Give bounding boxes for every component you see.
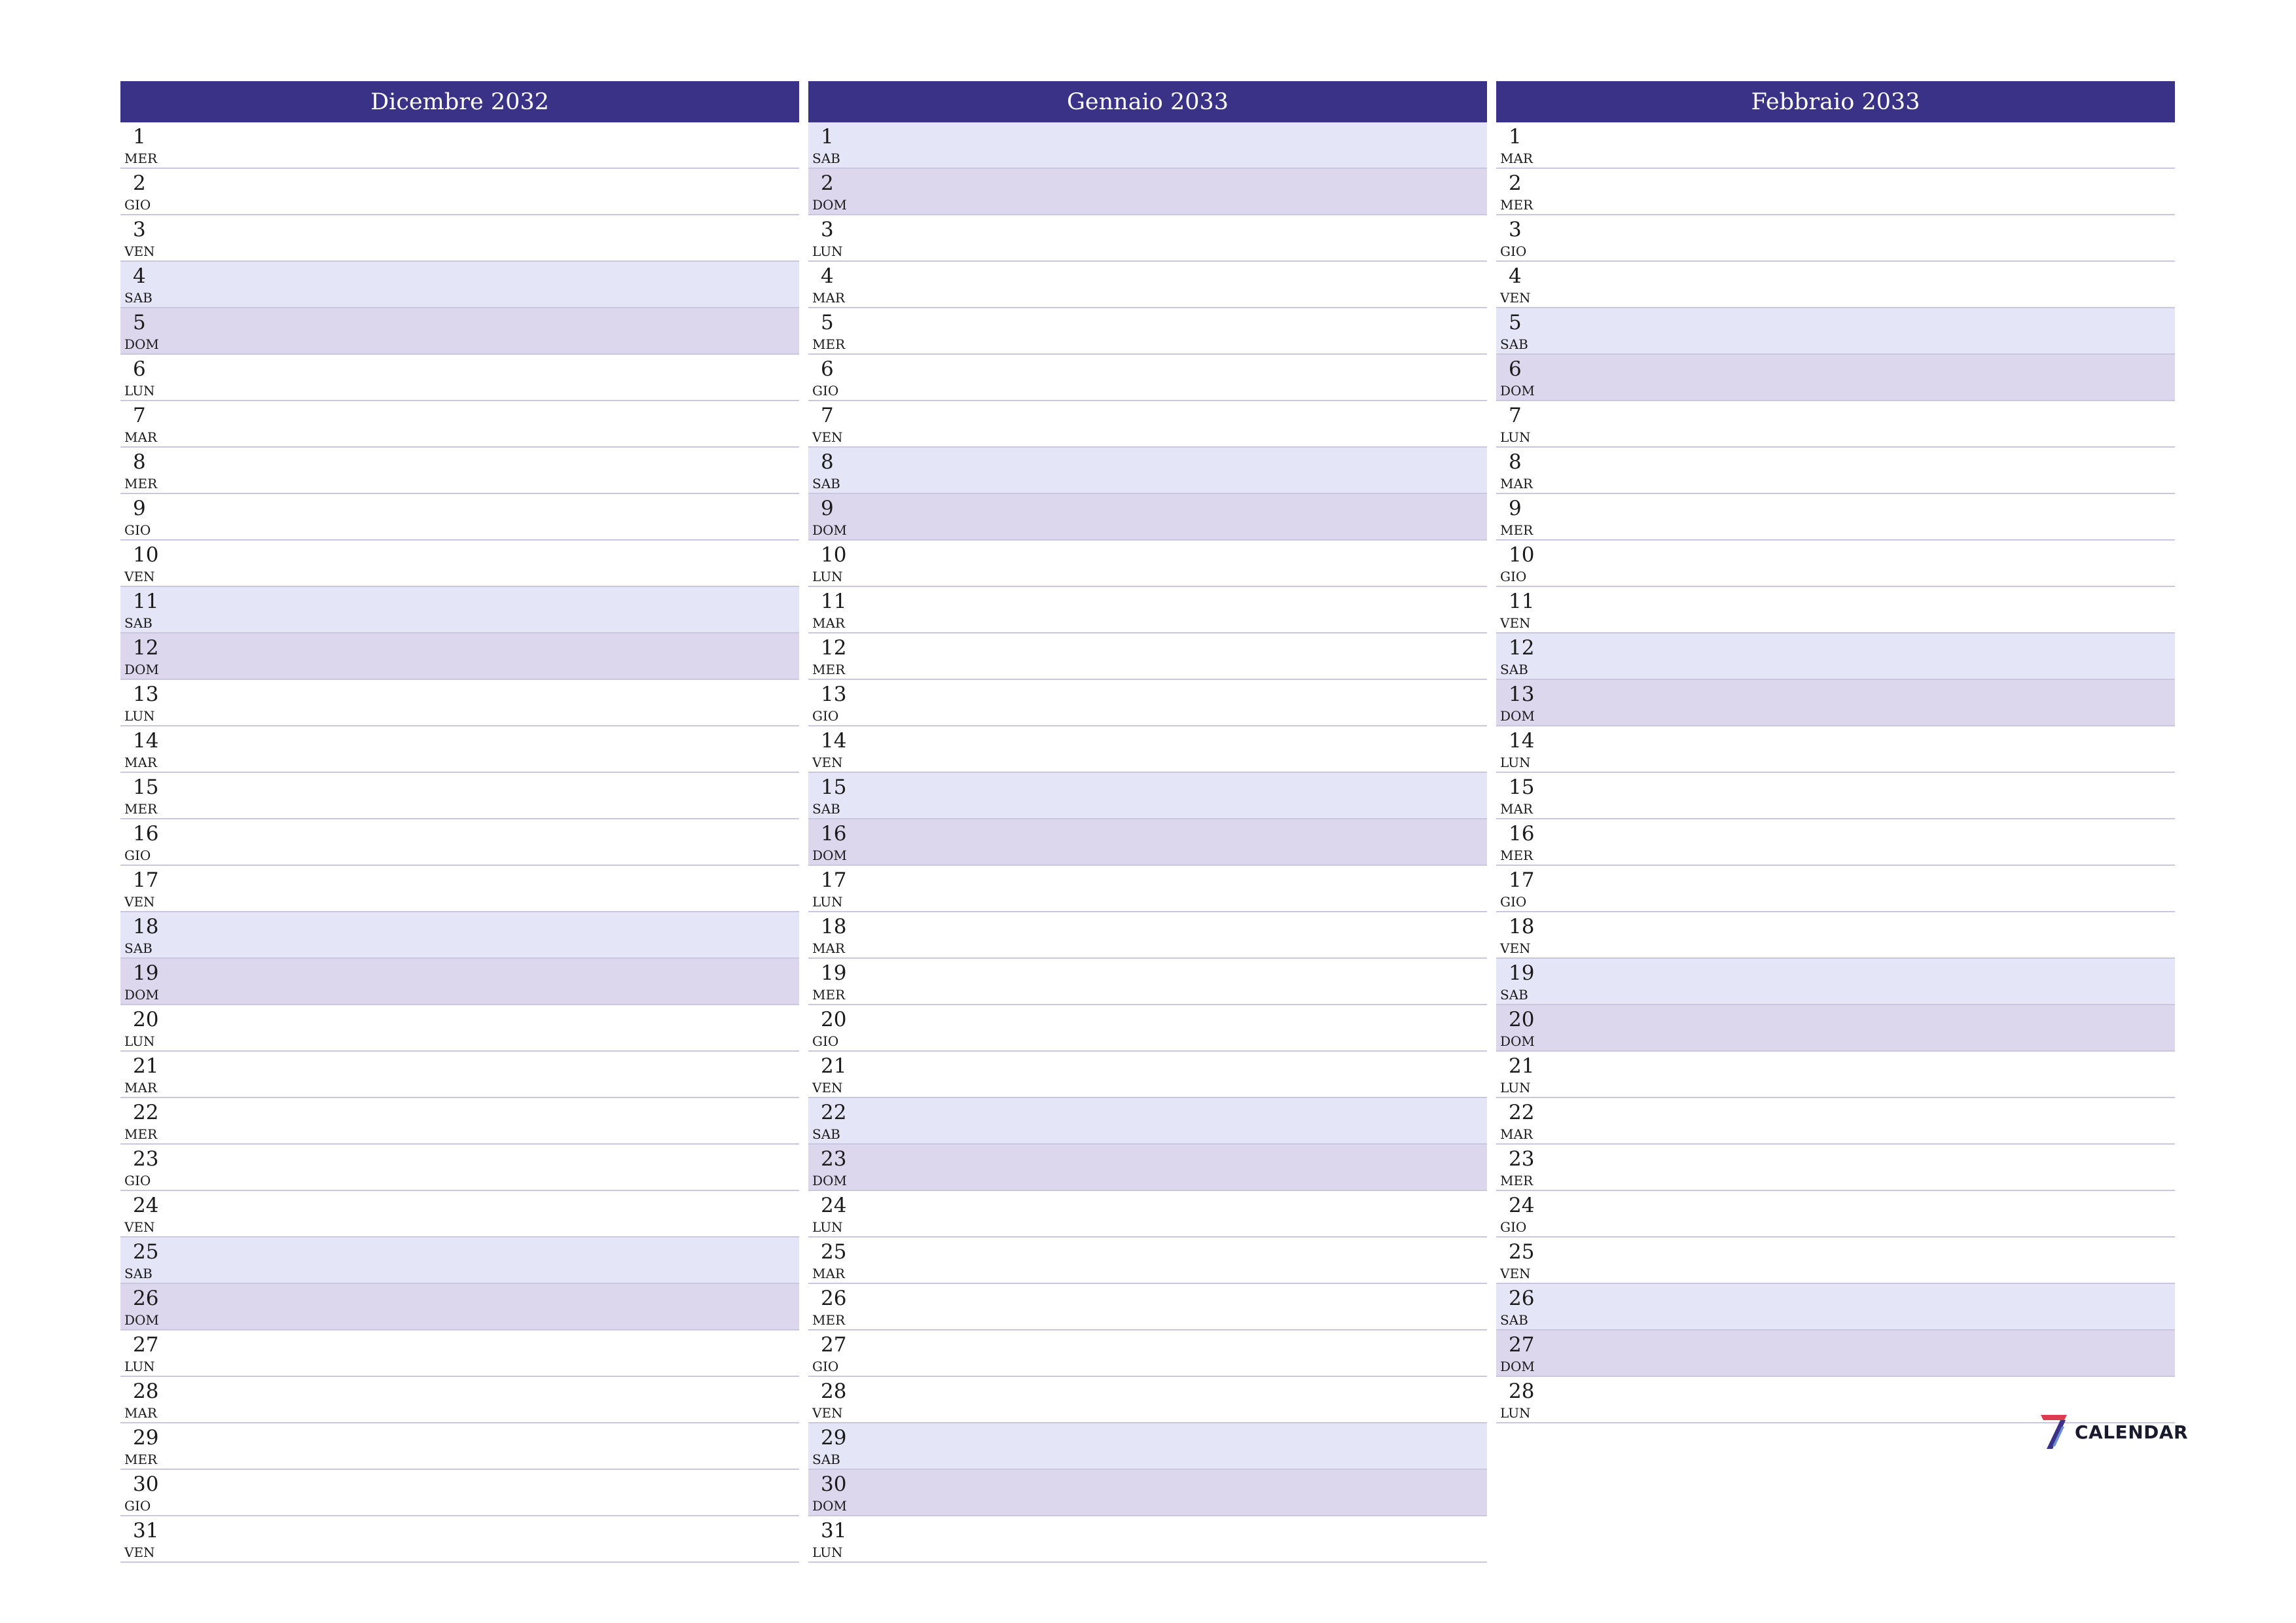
day-row — [808, 819, 1487, 866]
weekday-label: GIO — [812, 383, 839, 399]
day-row — [120, 773, 799, 819]
weekday-label: LUN — [812, 243, 843, 259]
weekday-label: SAB — [124, 615, 152, 631]
day-number: 11 — [821, 590, 847, 613]
day-number: 8 — [1509, 450, 1522, 474]
day-row — [1496, 1330, 2175, 1377]
day-number: 25 — [821, 1240, 847, 1264]
weekday-label: LUN — [1500, 1405, 1531, 1421]
month-column-febbraio — [1496, 81, 2175, 1563]
day-number: 16 — [1509, 822, 1535, 846]
weekday-label: DOM — [124, 1312, 159, 1328]
day-number: 5 — [1509, 311, 1522, 334]
weekday-label: DOM — [124, 662, 159, 677]
weekday-label: MER — [812, 987, 846, 1003]
day-number: 21 — [1509, 1054, 1535, 1078]
weekday-label: VEN — [812, 1080, 843, 1096]
day-number: 25 — [1509, 1240, 1535, 1264]
day-number: 29 — [821, 1426, 847, 1450]
day-number: 5 — [133, 311, 146, 334]
weekday-label: LUN — [124, 1033, 155, 1049]
weekday-label: MER — [812, 662, 846, 677]
day-row — [120, 819, 799, 866]
weekday-label: DOM — [812, 847, 847, 863]
day-row — [120, 959, 799, 1005]
weekday-label: GIO — [812, 1033, 839, 1049]
day-row — [1496, 1145, 2175, 1191]
day-number: 23 — [133, 1147, 159, 1171]
weekday-label: VEN — [812, 1405, 843, 1421]
weekday-label: SAB — [124, 1266, 152, 1281]
day-row — [1496, 726, 2175, 773]
weekday-label: SAB — [1500, 1312, 1528, 1328]
day-row — [808, 726, 1487, 773]
day-number: 4 — [821, 264, 834, 288]
month-column-gennaio — [808, 81, 1487, 1563]
day-number: 10 — [821, 543, 847, 567]
day-row — [120, 1005, 799, 1052]
weekday-label: LUN — [812, 569, 843, 584]
day-row — [1496, 1284, 2175, 1330]
day-number: 3 — [1509, 218, 1522, 241]
day-row — [120, 726, 799, 773]
day-row — [120, 1238, 799, 1284]
day-number: 24 — [133, 1194, 159, 1217]
day-row — [1496, 122, 2175, 169]
day-number: 14 — [133, 729, 159, 753]
month-header: Dicembre 2032 — [120, 81, 799, 122]
weekday-label: LUN — [124, 1359, 155, 1374]
day-number: 9 — [133, 497, 146, 520]
weekday-label: MAR — [124, 1080, 157, 1096]
weekday-label: DOM — [812, 522, 847, 538]
weekday-label: DOM — [812, 197, 847, 213]
weekday-label: VEN — [812, 755, 843, 770]
weekday-label: GIO — [812, 1359, 839, 1374]
day-number: 8 — [821, 450, 834, 474]
day-number: 20 — [133, 1008, 159, 1031]
weekday-label: SAB — [124, 940, 152, 956]
day-row — [1496, 541, 2175, 587]
day-number: 1 — [821, 125, 834, 149]
day-row — [120, 215, 799, 262]
weekday-label: MAR — [812, 290, 845, 306]
day-number: 26 — [133, 1287, 159, 1310]
weekday-label: VEN — [1500, 290, 1531, 306]
day-number: 27 — [1509, 1333, 1535, 1357]
weekday-label: MER — [812, 336, 846, 352]
day-row — [120, 122, 799, 169]
day-number: 17 — [821, 868, 847, 892]
day-list — [120, 122, 799, 1563]
weekday-label: LUN — [124, 383, 155, 399]
brand-logo — [2038, 1414, 2188, 1450]
day-row — [120, 308, 799, 355]
day-row — [808, 633, 1487, 680]
day-number: 5 — [821, 311, 834, 334]
day-number: 7 — [821, 404, 834, 427]
weekday-label: VEN — [124, 1219, 155, 1235]
month-column-dicembre — [120, 81, 799, 1563]
day-number: 2 — [821, 171, 834, 195]
day-number: 2 — [1509, 171, 1522, 195]
day-row — [120, 1470, 799, 1516]
day-row — [1496, 680, 2175, 726]
day-row — [1496, 959, 2175, 1005]
weekday-label: VEN — [1500, 615, 1531, 631]
day-number: 16 — [133, 822, 159, 846]
day-number: 6 — [821, 357, 834, 381]
day-row — [808, 1470, 1487, 1516]
weekday-label: VEN — [1500, 940, 1531, 956]
weekday-label: LUN — [124, 708, 155, 724]
day-number: 18 — [821, 915, 847, 938]
day-row — [1496, 262, 2175, 308]
day-row — [120, 541, 799, 587]
weekday-label: SAB — [812, 1452, 840, 1467]
day-number: 14 — [821, 729, 847, 753]
day-number: 13 — [1509, 683, 1535, 706]
day-row — [120, 448, 799, 494]
day-row — [1496, 355, 2175, 401]
day-row — [120, 401, 799, 448]
day-number: 11 — [1509, 590, 1535, 613]
day-row — [808, 959, 1487, 1005]
day-number: 10 — [1509, 543, 1535, 567]
weekday-label: MER — [1500, 847, 1534, 863]
day-number: 2 — [133, 171, 146, 195]
weekday-label: MAR — [1500, 801, 1533, 817]
day-number: 6 — [133, 357, 146, 381]
weekday-label: VEN — [124, 243, 155, 259]
day-row — [120, 1377, 799, 1423]
weekday-label: GIO — [124, 522, 151, 538]
weekday-label: SAB — [1500, 662, 1528, 677]
day-number: 12 — [821, 636, 847, 660]
day-number: 8 — [133, 450, 146, 474]
weekday-label: DOM — [812, 1498, 847, 1514]
day-number: 7 — [1509, 404, 1522, 427]
day-number: 12 — [1509, 636, 1535, 660]
day-number: 15 — [821, 776, 847, 799]
weekday-label: MER — [124, 801, 158, 817]
day-number: 27 — [133, 1333, 159, 1357]
day-row — [1496, 1098, 2175, 1145]
day-number: 11 — [133, 590, 159, 613]
weekday-label: DOM — [1500, 1359, 1535, 1374]
weekday-label: MER — [124, 1452, 158, 1467]
day-number: 22 — [133, 1101, 159, 1124]
day-number: 3 — [133, 218, 146, 241]
weekday-label: LUN — [812, 1219, 843, 1235]
weekday-label: DOM — [124, 336, 159, 352]
weekday-label: VEN — [124, 1544, 155, 1560]
weekday-label: DOM — [1500, 708, 1535, 724]
weekday-label: GIO — [1500, 243, 1527, 259]
day-row — [808, 912, 1487, 959]
calendar-months — [120, 81, 2176, 1563]
day-row — [1496, 401, 2175, 448]
day-number: 9 — [1509, 497, 1522, 520]
day-row — [808, 1052, 1487, 1098]
day-number: 25 — [133, 1240, 159, 1264]
day-row — [808, 308, 1487, 355]
day-row — [808, 122, 1487, 169]
weekday-label: SAB — [812, 151, 840, 166]
weekday-label: VEN — [124, 569, 155, 584]
weekday-label: SAB — [124, 290, 152, 306]
weekday-label: MAR — [1500, 1126, 1533, 1142]
weekday-label: MER — [124, 151, 158, 166]
day-row — [1496, 773, 2175, 819]
day-row — [808, 1377, 1487, 1423]
day-row — [808, 1191, 1487, 1238]
weekday-label: MAR — [812, 615, 845, 631]
day-row — [120, 1330, 799, 1377]
weekday-label: GIO — [124, 197, 151, 213]
day-row — [120, 866, 799, 912]
day-row — [1496, 819, 2175, 866]
day-row — [120, 1516, 799, 1563]
day-number: 14 — [1509, 729, 1535, 753]
day-row — [808, 541, 1487, 587]
day-number: 27 — [821, 1333, 847, 1357]
day-number: 31 — [133, 1519, 159, 1543]
day-row — [120, 1145, 799, 1191]
weekday-label: SAB — [812, 1126, 840, 1142]
day-row — [808, 1284, 1487, 1330]
weekday-label: SAB — [812, 476, 840, 491]
weekday-label: VEN — [1500, 1266, 1531, 1281]
weekday-label: MAR — [124, 1405, 157, 1421]
day-number: 24 — [1509, 1194, 1535, 1217]
day-number: 19 — [133, 961, 159, 985]
day-number: 26 — [1509, 1287, 1535, 1310]
weekday-label: MER — [1500, 1173, 1534, 1188]
day-row — [808, 355, 1487, 401]
day-number: 3 — [821, 218, 834, 241]
day-row — [120, 1052, 799, 1098]
day-number: 21 — [133, 1054, 159, 1078]
day-number: 31 — [821, 1519, 847, 1543]
day-row — [808, 1098, 1487, 1145]
day-row — [808, 1423, 1487, 1470]
day-number: 6 — [1509, 357, 1522, 381]
day-row — [808, 401, 1487, 448]
day-number: 16 — [821, 822, 847, 846]
day-row — [808, 1330, 1487, 1377]
weekday-label: MAR — [124, 429, 157, 445]
day-row — [808, 1238, 1487, 1284]
month-header: Febbraio 2033 — [1496, 81, 2175, 122]
day-number: 12 — [133, 636, 159, 660]
day-row — [808, 1516, 1487, 1563]
weekday-label: VEN — [124, 894, 155, 910]
day-number: 7 — [133, 404, 146, 427]
weekday-label: SAB — [1500, 336, 1528, 352]
weekday-label: SAB — [812, 801, 840, 817]
weekday-label: MAR — [812, 940, 845, 956]
day-number: 23 — [1509, 1147, 1535, 1171]
day-number: 28 — [133, 1380, 159, 1403]
day-row — [1496, 1052, 2175, 1098]
day-number: 28 — [1509, 1380, 1535, 1403]
day-row — [808, 866, 1487, 912]
day-number: 20 — [821, 1008, 847, 1031]
weekday-label: MAR — [1500, 151, 1533, 166]
weekday-label: GIO — [1500, 894, 1527, 910]
day-row — [120, 912, 799, 959]
day-row — [1496, 587, 2175, 633]
day-row — [808, 587, 1487, 633]
month-header: Gennaio 2033 — [808, 81, 1487, 122]
day-row — [120, 1423, 799, 1470]
day-number: 17 — [133, 868, 159, 892]
day-number: 23 — [821, 1147, 847, 1171]
day-number: 4 — [133, 264, 146, 288]
weekday-label: MAR — [1500, 476, 1533, 491]
weekday-label: LUN — [812, 894, 843, 910]
day-row — [808, 215, 1487, 262]
day-row — [120, 680, 799, 726]
day-number: 13 — [821, 683, 847, 706]
day-number: 19 — [1509, 961, 1535, 985]
day-row — [120, 633, 799, 680]
day-number: 20 — [1509, 1008, 1535, 1031]
day-number: 21 — [821, 1054, 847, 1078]
weekday-label: VEN — [812, 429, 843, 445]
weekday-label: DOM — [1500, 1033, 1535, 1049]
weekday-label: DOM — [812, 1173, 847, 1188]
weekday-label: GIO — [124, 1498, 151, 1514]
day-row — [1496, 633, 2175, 680]
day-number: 17 — [1509, 868, 1535, 892]
weekday-label: MAR — [812, 1266, 845, 1281]
weekday-label: GIO — [1500, 1219, 1527, 1235]
weekday-label: SAB — [1500, 987, 1528, 1003]
day-row — [120, 169, 799, 215]
day-number: 29 — [133, 1426, 159, 1450]
weekday-label: GIO — [1500, 569, 1527, 584]
day-row — [120, 1191, 799, 1238]
day-row — [1496, 1191, 2175, 1238]
day-number: 24 — [821, 1194, 847, 1217]
day-number: 15 — [133, 776, 159, 799]
weekday-label: MER — [1500, 522, 1534, 538]
day-number: 28 — [821, 1380, 847, 1403]
weekday-label: DOM — [124, 987, 159, 1003]
day-row — [808, 262, 1487, 308]
weekday-label: LUN — [1500, 429, 1531, 445]
weekday-label: MER — [124, 476, 158, 491]
day-number: 1 — [133, 125, 146, 149]
day-row — [1496, 448, 2175, 494]
day-row — [1496, 169, 2175, 215]
weekday-label: GIO — [124, 847, 151, 863]
day-row — [120, 494, 799, 541]
weekday-label: MER — [1500, 197, 1534, 213]
day-number: 22 — [821, 1101, 847, 1124]
day-row — [808, 1145, 1487, 1191]
day-row — [1496, 494, 2175, 541]
day-row — [1496, 1238, 2175, 1284]
logo-text: CALENDAR — [2075, 1421, 2189, 1443]
weekday-label: LUN — [1500, 1080, 1531, 1096]
day-row — [808, 494, 1487, 541]
weekday-label: GIO — [124, 1173, 151, 1188]
day-row — [808, 448, 1487, 494]
day-number: 9 — [821, 497, 834, 520]
day-number: 13 — [133, 683, 159, 706]
day-list — [808, 122, 1487, 1563]
day-number: 30 — [821, 1472, 847, 1496]
day-row — [1496, 308, 2175, 355]
weekday-label: MER — [812, 1312, 846, 1328]
day-row — [120, 262, 799, 308]
day-number: 26 — [821, 1287, 847, 1310]
day-row — [120, 587, 799, 633]
day-row — [120, 355, 799, 401]
day-row — [1496, 1005, 2175, 1052]
weekday-label: MAR — [124, 755, 157, 770]
day-number: 15 — [1509, 776, 1535, 799]
weekday-label: LUN — [1500, 755, 1531, 770]
day-number: 18 — [1509, 915, 1535, 938]
day-number: 22 — [1509, 1101, 1535, 1124]
day-number: 10 — [133, 543, 159, 567]
weekday-label: LUN — [812, 1544, 843, 1560]
day-row — [120, 1098, 799, 1145]
day-row — [1496, 866, 2175, 912]
day-row — [1496, 912, 2175, 959]
day-row — [1496, 215, 2175, 262]
day-number: 1 — [1509, 125, 1522, 149]
weekday-label: MER — [124, 1126, 158, 1142]
day-row — [808, 680, 1487, 726]
day-row — [808, 1005, 1487, 1052]
day-number: 4 — [1509, 264, 1522, 288]
day-number: 18 — [133, 915, 159, 938]
seven-logo-icon — [2038, 1414, 2068, 1450]
day-list — [1496, 122, 2175, 1423]
day-row — [120, 1284, 799, 1330]
day-row — [808, 169, 1487, 215]
weekday-label: DOM — [1500, 383, 1535, 399]
weekday-label: GIO — [812, 708, 839, 724]
day-row — [808, 773, 1487, 819]
day-number: 19 — [821, 961, 847, 985]
day-number: 30 — [133, 1472, 159, 1496]
